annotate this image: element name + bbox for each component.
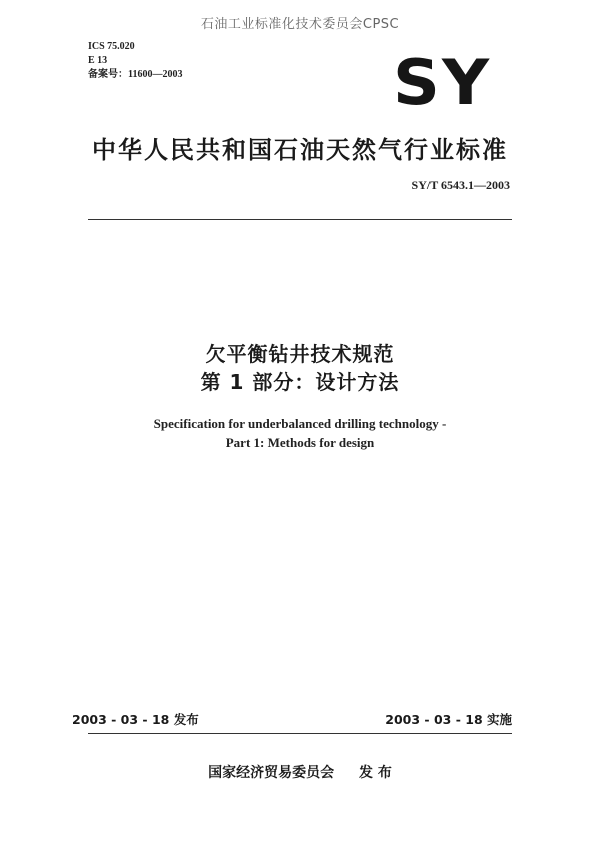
implementation-date: 2003 - 03 - 18 实施 — [385, 712, 512, 727]
standard-number: SY/T 6543.1—2003 — [411, 178, 510, 192]
watermark-text: 石油工业标准化技术委员会CPSC — [200, 17, 400, 32]
bottom-divider — [88, 733, 512, 734]
issuer-line — [0, 762, 600, 782]
issue-date: 2003 - 03 - 18 发布 — [72, 712, 199, 727]
top-divider — [88, 219, 512, 220]
title-en-line1: Specification for underbalanced drilling technology - — [153, 416, 447, 431]
sy-logo: SY — [393, 46, 492, 119]
title-zh-line2: 第 1 部分：设计方法 — [200, 370, 400, 394]
ccs-code: E 13 — [88, 55, 108, 66]
record-number: 备案号：11600—2003 — [88, 69, 183, 80]
issuer-name: 国家经济贸易委员会 — [208, 765, 335, 781]
title-zh-line1: 欠平衡钻井技术规范 — [205, 342, 395, 366]
issuer-action: 发 布 — [359, 765, 392, 781]
standard-title: 中华人民共和国石油天然气行业标准 — [92, 136, 508, 164]
ics-code: ICS 75.020 — [88, 41, 135, 52]
title-en-line2: Part 1: Methods for design — [225, 435, 375, 450]
